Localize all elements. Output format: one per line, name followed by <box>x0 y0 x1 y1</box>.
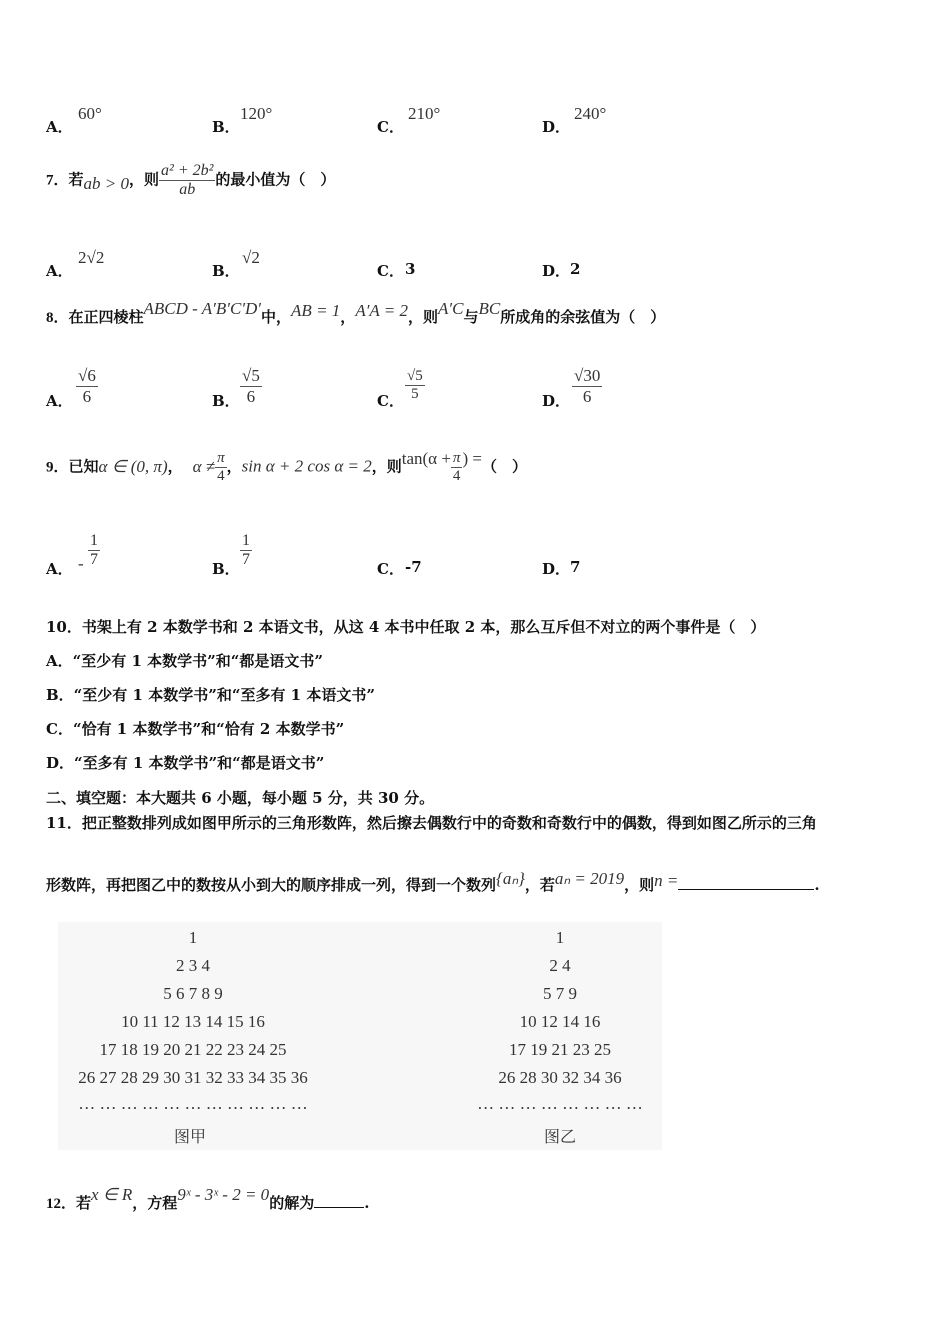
q11-end: . <box>814 876 820 894</box>
q6-option-a-value: 60° <box>78 104 102 123</box>
q7-fraction <box>159 162 215 199</box>
figure-yi-row: 10 12 14 16 <box>519 1012 601 1031</box>
figure-yi-row: 17 19 21 23 25 <box>509 1040 611 1059</box>
q8-option-c-fraction <box>405 368 425 403</box>
q9-neq-fraction <box>215 450 227 485</box>
q8-option-b-num: √5 <box>242 366 260 385</box>
q9-option-d-value: 7 <box>570 558 581 576</box>
q6-option-c-label: C． <box>377 118 404 136</box>
q11-n: n = <box>654 871 679 890</box>
q8-option-b-den: 6 <box>240 386 262 407</box>
figure-jia-row: 17 18 19 20 21 22 23 24 25 <box>99 1040 287 1059</box>
q7-pre: 若 <box>68 170 84 189</box>
q7-stem <box>46 162 335 199</box>
q12-mid: ，方程 <box>132 1194 178 1212</box>
q12-end: . <box>364 1194 370 1212</box>
figure-jia-row: 5 6 7 8 9 <box>163 984 223 1003</box>
q8-post: 所成角的余弦值为（ ） <box>500 308 666 326</box>
q9-tan-left: tan(α + <box>401 448 451 468</box>
q9-option-a-fraction <box>88 532 100 569</box>
q9-option-b-den: 7 <box>242 551 250 568</box>
q9-option-a-den: 7 <box>90 551 98 568</box>
q9-option-c-label: C． <box>377 560 404 578</box>
figure-jia-row: 26 27 28 29 30 31 32 33 34 35 36 <box>78 1068 308 1087</box>
q8-option-b-label: B． <box>212 392 240 410</box>
q7-number: 7． <box>46 172 69 189</box>
q6-option-a-label: A． <box>46 118 73 136</box>
q11-sequence: {aₙ} <box>496 869 525 888</box>
q9-equation: sin α + 2 cos α = 2 <box>241 456 372 476</box>
q9-neq-left: α ≠ <box>192 456 216 476</box>
figure-jia-caption: 图甲 <box>174 1127 207 1146</box>
q8-aa: A′A = 2 <box>355 301 408 320</box>
q9-neq-den: 4 <box>215 467 227 485</box>
q8-mid1: 中， <box>261 308 292 326</box>
q8-option-d-fraction <box>572 366 602 407</box>
q7-option-b-label: B． <box>212 262 240 280</box>
q11-answer-blank[interactable] <box>678 889 814 890</box>
q8-option-d-label: D． <box>542 392 571 410</box>
q8-option-a-den: 6 <box>76 386 98 407</box>
q7-option-c-label: C． <box>377 262 404 280</box>
q7-frac-denominator: ab <box>159 180 215 199</box>
q9-option-b-num: 1 <box>242 532 250 549</box>
q12-answer-blank[interactable] <box>314 1207 364 1208</box>
q9-domain: α ∈ (0, π) <box>98 456 168 476</box>
q7-option-a-label: A． <box>46 262 73 280</box>
q8-mid2: ，则 <box>407 308 438 326</box>
q9-tan-fraction <box>451 450 463 485</box>
q10-option-c: C．“恰有 1 本数学书”和“恰有 2 本数学书” <box>46 720 345 738</box>
figure-jia-row: 2 3 4 <box>176 956 210 975</box>
q9-stem <box>46 450 527 485</box>
q10-option-b: B．“至少有 1 本数学书”和“至多有 1 本语文书” <box>46 686 375 704</box>
q8-option-a-fraction <box>76 366 98 407</box>
q8-option-b-fraction <box>240 366 262 407</box>
q11-ze: ，则 <box>624 876 655 894</box>
figure-jia-row: 1 <box>188 928 198 947</box>
q8-stem <box>46 299 666 327</box>
q9-tan-num: π <box>452 450 461 466</box>
q8-yu: 与 <box>463 308 479 326</box>
q8-option-a-label: A． <box>46 392 73 410</box>
q7-condition: ab > 0 <box>83 173 130 193</box>
q9-post: （ ） <box>481 457 527 476</box>
q10-option-a: A．“至少有 1 本数学书”和“都是语文书” <box>46 652 324 670</box>
q10-option-d: D．“至多有 1 本数学书”和“都是语文书” <box>46 754 325 772</box>
figure-yi-row: … … … … … … … … <box>477 1094 643 1113</box>
q12-condition: x ∈ R <box>91 1185 133 1204</box>
q8-prism: ABCD - A′B′C′D′ <box>143 299 262 318</box>
q7-frac-numerator: a² + 2b² <box>161 162 214 179</box>
q8-ab: AB = 1 <box>291 301 341 320</box>
q9-mid: ，则 <box>371 457 402 476</box>
q6-option-d-label: D． <box>542 118 571 136</box>
figure-yi-row: 2 4 <box>549 956 571 975</box>
q12-pre: 若 <box>76 1194 92 1212</box>
q8-bc: BC <box>478 299 501 318</box>
q9-option-b-label: B． <box>212 560 240 578</box>
q8-number: 8． <box>46 310 69 326</box>
q9-option-d-label: D． <box>542 560 571 578</box>
q7-post: 的最小值为（ ） <box>215 170 336 189</box>
q12-equation: 9ˣ - 3ˣ - 2 = 0 <box>177 1185 270 1204</box>
q8-option-d-num: √30 <box>574 366 601 385</box>
q9-option-a-label: A． <box>46 560 73 578</box>
q9-sep1: ， <box>167 457 183 476</box>
q9-pre: 已知 <box>68 457 99 476</box>
q11-ruo: ，若 <box>524 876 555 894</box>
q8-sep: ， <box>340 308 356 326</box>
q6-option-b-value: 120° <box>240 104 273 123</box>
q11-line1: 11．把正整数排列成如图甲所示的三角形数阵，然后擦去偶数行中的奇数和奇数行中的偶数，得到如图乙所示的三角 <box>46 814 817 832</box>
q11-line2 <box>46 869 820 895</box>
q8-ac: A′C <box>437 299 464 318</box>
q7-option-b-value: √2 <box>242 248 260 267</box>
q7-option-a-value: 2√2 <box>78 248 105 267</box>
q9-sep2: ， <box>226 457 242 476</box>
q9-option-a-sign: - <box>78 554 84 573</box>
q8-option-c-den: 5 <box>405 385 425 403</box>
figure-jia-row: 10 11 12 13 14 15 16 <box>121 1012 265 1031</box>
q6-option-c-value: 210° <box>408 104 441 123</box>
q6-option-b-label: B． <box>212 118 240 136</box>
figure-yi-row: 1 <box>555 928 565 947</box>
q8-option-c-num: √5 <box>407 368 423 384</box>
q7-option-d-label: D． <box>542 262 571 280</box>
q9-neq-num: π <box>217 450 225 466</box>
q8-option-c-label: C． <box>377 392 404 410</box>
q8-option-d-den: 6 <box>572 386 602 407</box>
q9-option-b-fraction <box>240 532 252 569</box>
q9-tan-den: 4 <box>451 467 463 485</box>
q8-option-a-num: √6 <box>78 366 96 385</box>
q6-option-d-value: 240° <box>574 104 607 123</box>
q12-number: 12． <box>46 1196 77 1212</box>
q11-line2-pre: 形数阵，再把图乙中的数按从小到大的顺序排成一列，得到一个数列 <box>46 876 497 894</box>
q11-an-equation: aₙ = 2019 <box>554 869 625 888</box>
q9-tan-right: ) = <box>462 448 482 468</box>
q8-pre: 在正四棱柱 <box>68 308 144 326</box>
section-two-heading: 二、填空题：本大题共 6 小题，每小题 5 分，共 30 分。 <box>46 789 435 807</box>
q12-stem <box>46 1185 370 1213</box>
figure-yi-row: 26 28 30 32 34 36 <box>498 1068 622 1087</box>
q10-stem: 10．书架上有 2 本数学书和 2 本语文书，从这 4 本书中任取 2 本，那么互斥但不对立的两个事件是（ ） <box>46 618 766 636</box>
q7-option-c-value: 3 <box>405 260 416 278</box>
q12-post: 的解为 <box>269 1194 315 1212</box>
figure-yi-row: 5 7 9 <box>543 984 577 1003</box>
q9-number: 9． <box>46 459 69 476</box>
q7-option-d-value: 2 <box>570 260 581 278</box>
q7-mid: ，则 <box>129 170 160 189</box>
figure-yi-caption: 图乙 <box>544 1127 577 1146</box>
q9-option-a-num: 1 <box>90 532 98 549</box>
figure-jia-row: … … … … … … … … … … … <box>78 1094 308 1113</box>
q9-option-c-value: -7 <box>405 558 422 576</box>
